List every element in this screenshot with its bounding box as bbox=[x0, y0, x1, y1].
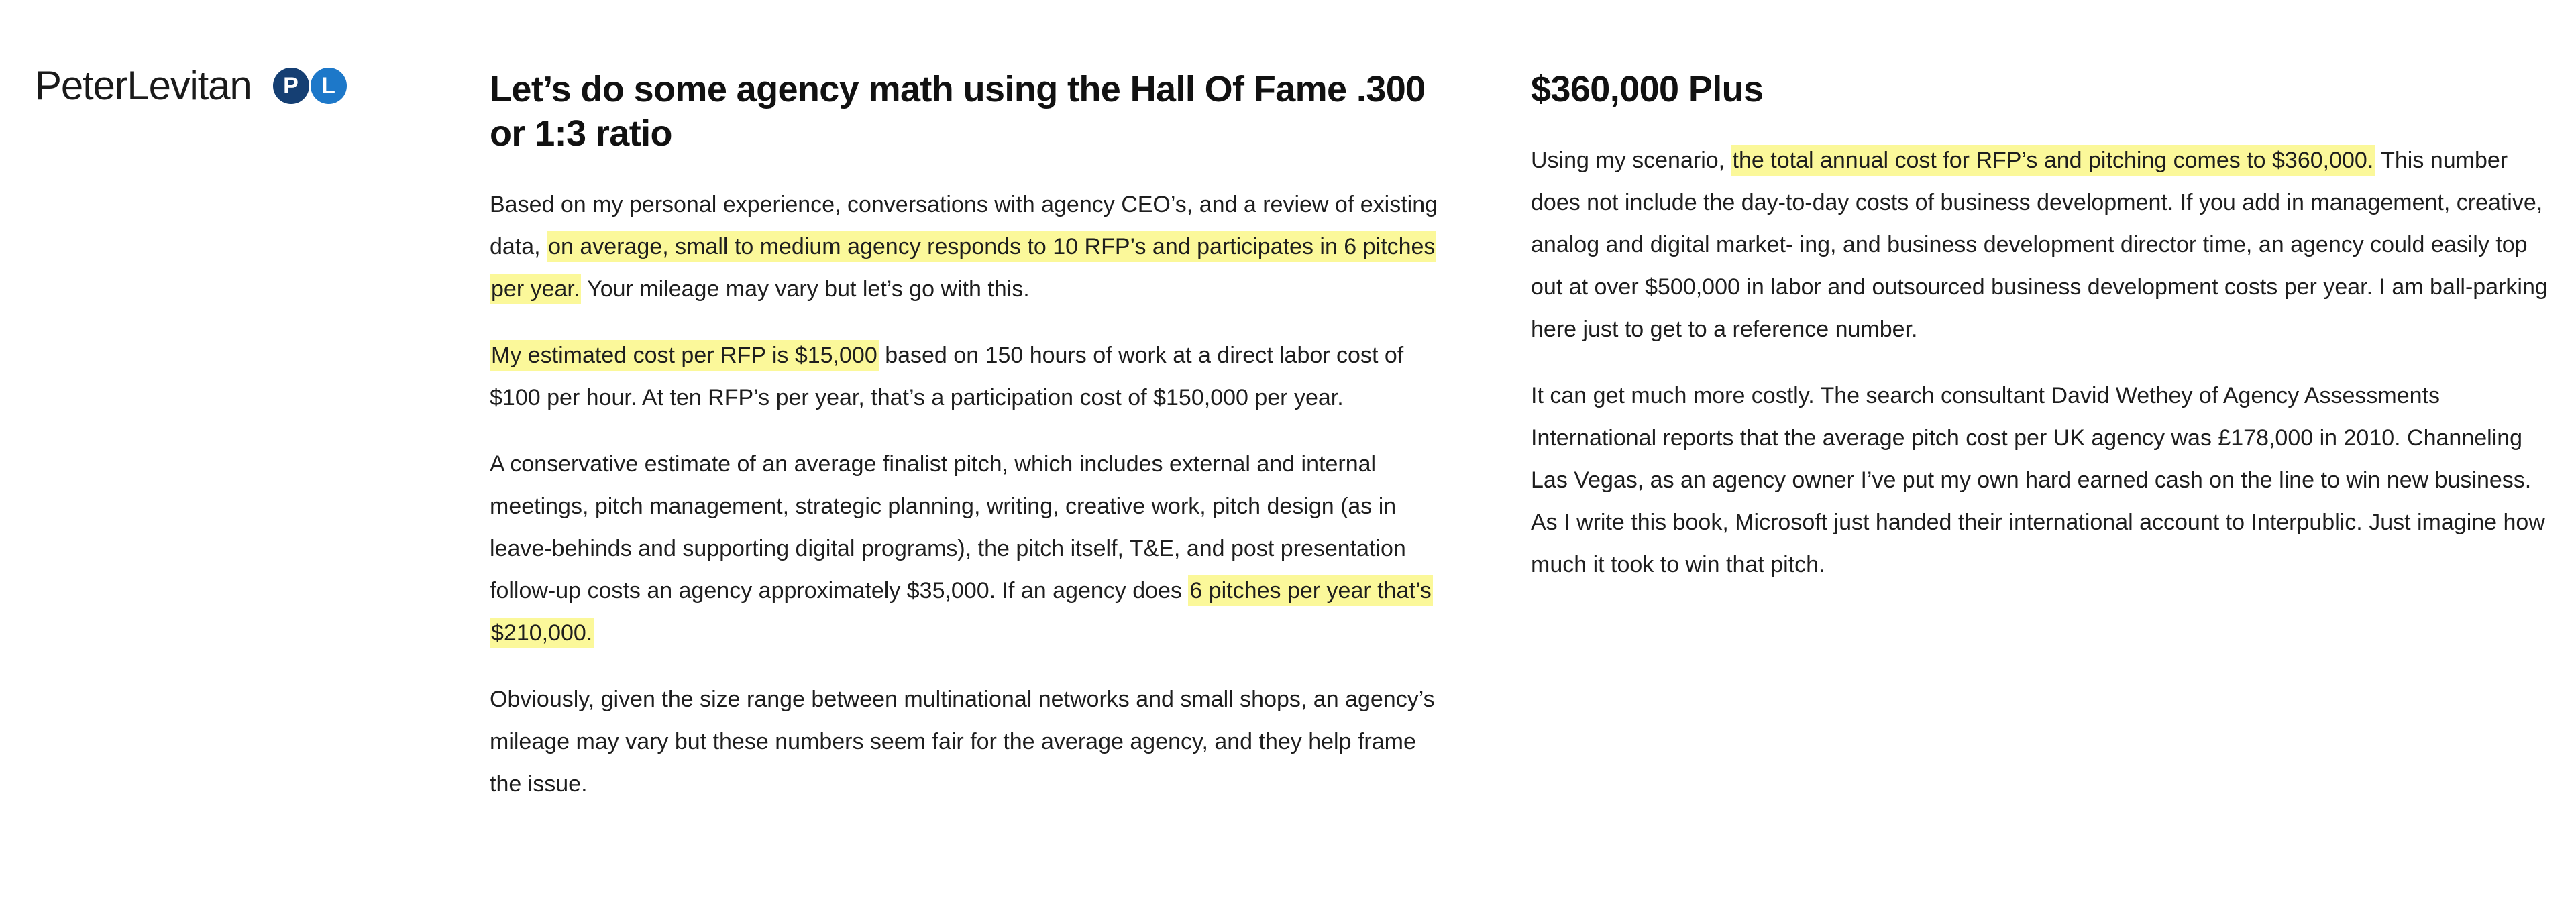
paragraph-text: A conservative estimate of an average finalist pitch, which includes external and internal meetings, pitch management, strategic planning, writing, creative work, pitch design (as in leave-behinds and supporting digital programs), the pitch itself, T&E, and post presentation follow-up costs an agency approximately $35,000. If an agency does bbox=[490, 451, 1406, 604]
paragraph-text: Obviously, given the size range between multinational networks and small shops, an agency’s mileage may vary but these numbers seem fair for the average agency, and they help frame the issue. bbox=[490, 687, 1435, 797]
highlighted-text: My estimated cost per RFP is $15,000 bbox=[490, 340, 879, 371]
left-heading: Let’s do some agency math using the Hall Of Fame .300 or 1:3 ratio bbox=[490, 69, 1426, 154]
paragraph-text: Using my scenario, bbox=[1531, 148, 1731, 173]
highlighted-text: on average, small to medium agency responds to 10 RFP’s and participates in 6 pitches per year. bbox=[490, 231, 1436, 304]
left-column bbox=[490, 67, 1449, 805]
highlighted-text: the total annual cost for RFP’s and pitching comes to $360,000. bbox=[1731, 145, 2375, 176]
left-paragraph-2 bbox=[490, 335, 1449, 419]
paragraph-text: This number does not include the day-to-day costs of business development. If you add in management, creative, analog and digital market- ing, and business development director time, an agency could easily top out at over $500,000 in labor and outsourced business development costs per year. I am ball-parking here just to get to a reference number. bbox=[1531, 148, 2548, 342]
paragraph-text: It can get much more costly. The search consultant David Wethey of Agency Assessments International reports that the average pitch cost per UK agency was £178,000 in 2010. Channeling Las Vegas, as an agency owner I’ve put my own hard earned cash on the line to win new business. As I write this book, Microsoft just handed their international account to Interpublic. Just imagine how much it took to win that pitch. bbox=[1531, 383, 2545, 577]
left-paragraph-4 bbox=[490, 679, 1449, 805]
paragraph-text: Based on my personal experience, conversations with agency CEO’s, and a review of existing data, bbox=[490, 192, 1438, 260]
left-paragraph-1 bbox=[490, 184, 1449, 310]
right-paragraph-2 bbox=[1531, 375, 2551, 586]
paragraph-text: based on 150 hours of work at a direct labor cost of $100 per hour. At ten RFP’s per year, that’s a participation cost of $150,000 per year. bbox=[490, 343, 1404, 410]
paragraph-text: Your mileage may vary but let’s go with this. bbox=[581, 276, 1030, 302]
right-heading: $360,000 Plus bbox=[1531, 69, 1764, 109]
left-paragraph-3 bbox=[490, 443, 1449, 654]
brand-name: PeterLevitan bbox=[35, 63, 252, 108]
pl-logo-icon bbox=[273, 68, 347, 104]
highlighted-text: 6 pitches per year that’s $210,000. bbox=[490, 575, 1433, 648]
logo-letter-l: L bbox=[311, 68, 347, 104]
right-paragraph-1 bbox=[1531, 139, 2551, 351]
brand-header bbox=[35, 63, 347, 108]
logo-letter-p: P bbox=[273, 68, 309, 104]
right-column bbox=[1531, 67, 2551, 586]
